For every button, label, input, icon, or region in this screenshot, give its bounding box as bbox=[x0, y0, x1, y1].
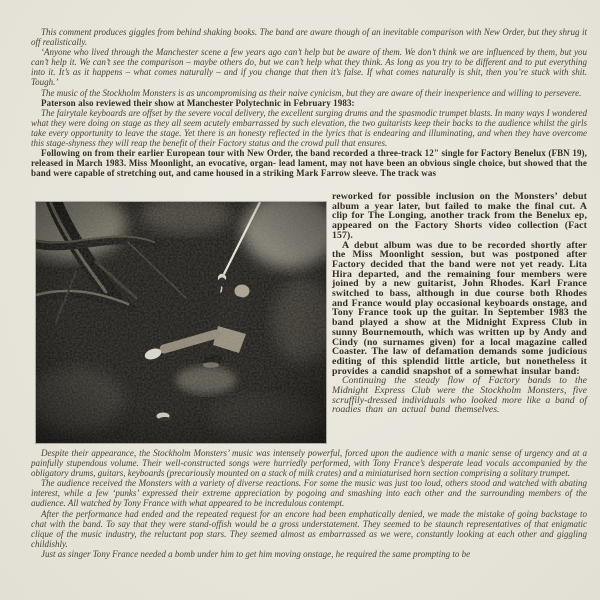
right-column-text-block bbox=[332, 192, 587, 415]
single-continuation-paragraph: reworked for possible inclusion on the Monsters’ debut album a year later, but failed to make the final cut. A clip for The Longing, another track from the Benelux ep, appeared on the Factory Shorts video collection (Fact 157). bbox=[332, 191, 587, 241]
polytechnic-review-paragraph: The fairytale keyboards are offset by the severe vocal delivery, the excellent surging drums and the spasmodic trumpet blasts. In many ways I wondered what they were doing on stage as they all seem acutely embarrassed by such elevation, the two guitarists keep their backs to the audience whilst the girls take every opportunity to leave the stage. Yet there is an honesty reflected in the lyrics that is endearing and illuminating, and when they have overcome this stage-shyness they will reap the benefit of their Factory status and the crowd pull that ensures. bbox=[31, 107, 587, 149]
coaster-review-opening-paragraph: Continuing the steady flow of Factory bands to the Midnight Express Club were the Stockholm Monsters, five scruffily-dressed individuals who looked more like a band of roadies than an actual band themselves. bbox=[332, 375, 587, 416]
review-summary-paragraph: The music of the Stockholm Monsters is as uncompromising as their naive cynicism, but they are aware of their inexperience and willing to persevere. bbox=[41, 87, 582, 98]
top-text-block bbox=[31, 27, 587, 178]
bottom-text-block bbox=[31, 448, 587, 559]
debut-album-paragraph: A debut album was due to be recorded shortly after the Miss Moonlight session, but was postponed after Factory decided that the band were not yet ready. Lita Hira departed, and the remaining four members were joined by a new guitarist, John Rhodes. Karl France switched to bass, although in due course both Rhodes and France would play occasional keyboards onstage, and Tony France took up the guitar. In September 1983 the band played a show at the Midnight Express Club in sunny Bournemouth, which was written up by Andy and Cindy (no surnames given) for a local magazine called Coaster. The law of defamation demands some judicious editing of this splendid little article, but nonetheless it provides a candid snapshot of a somewhat insular band: bbox=[332, 239, 587, 377]
backstage-paragraph: After the performance had ended and the repeated request for an encore had been emphatically denied, we made the mistake of going backstage to chat with the band. To say that they were stand-offish would be a gross understatement. They seemed to be staunch representatives of that enigmatic clique of the music industry, the reluctant pop stars. They seemed almost as embarrassed as we were, constantly looking at each other and giggling childishly. bbox=[31, 508, 587, 549]
paterson-review-lead-paragraph: Paterson also reviewed their show at Manchester Polytechnic in February 1983: bbox=[41, 97, 355, 108]
closing-line-paragraph: Just as singer Tony France needed a bomb under him to get him moving onstage, he required the same prompting to be bbox=[41, 548, 471, 559]
intro-comment-paragraph: This comment produces giggles from behind shaking books. The band are aware though of an inevitable comparison with New Order, but they shrug it off realistically. bbox=[31, 27, 587, 48]
rope-swing-photo bbox=[36, 202, 326, 443]
band-quote-paragraph: ‘Anyone who lived through the Manchester scene a few years ago can’t help but be aware of them. We don’t think we are influenced by them, but you can’t help it. We can’t see the comparison – maybe others do, but we can’t help what they think. As long as you try to be different and to put everything into it. It’s as it happens – what comes naturally – and if you change that then it’s false. If what comes naturally is shit, then you’re stuck with shit. Tough.’ bbox=[31, 47, 587, 88]
audience-reaction-paragraph: The audience received the Monsters with a variety of diverse reactions. For some the music was just too loud, others stood and watched with abating interest, while a few ‘punks’ expressed their extreme appreciation by pogoing and smashing into each other and the surrounding members of the audience. All watched by Tony France with what appeared to be incredulous contempt. bbox=[31, 478, 587, 509]
benelux-single-paragraph: Following on from their earlier European tour with New Order, the band recorded a three-track 12" single for Factory Benelux (FBN 19), released in March 1983. Miss Moonlight, an evocative, organ- lead lament, may not have been an obvious single choice, but showed that the band were capable of stretching out, and came housed in a striking Mark Farrow sleeve. The track was bbox=[31, 148, 587, 179]
music-description-paragraph: Despite their appearance, the Stockholm Monsters’ music was intensely powerful, forced upon the audience with a manic sense of urgency and at a painfully stupendous volume. Their well-constructed songs were hurriedly performed, with Tony France’s desperate lead vocals accompanied by the obligatory drums, guitars, keyboards (precariously mounted on a stack of milk crates) and a miniaturised horn section comprising a solitary trumpet. bbox=[31, 448, 587, 479]
rope-swing-photo-drawing bbox=[36, 202, 326, 443]
